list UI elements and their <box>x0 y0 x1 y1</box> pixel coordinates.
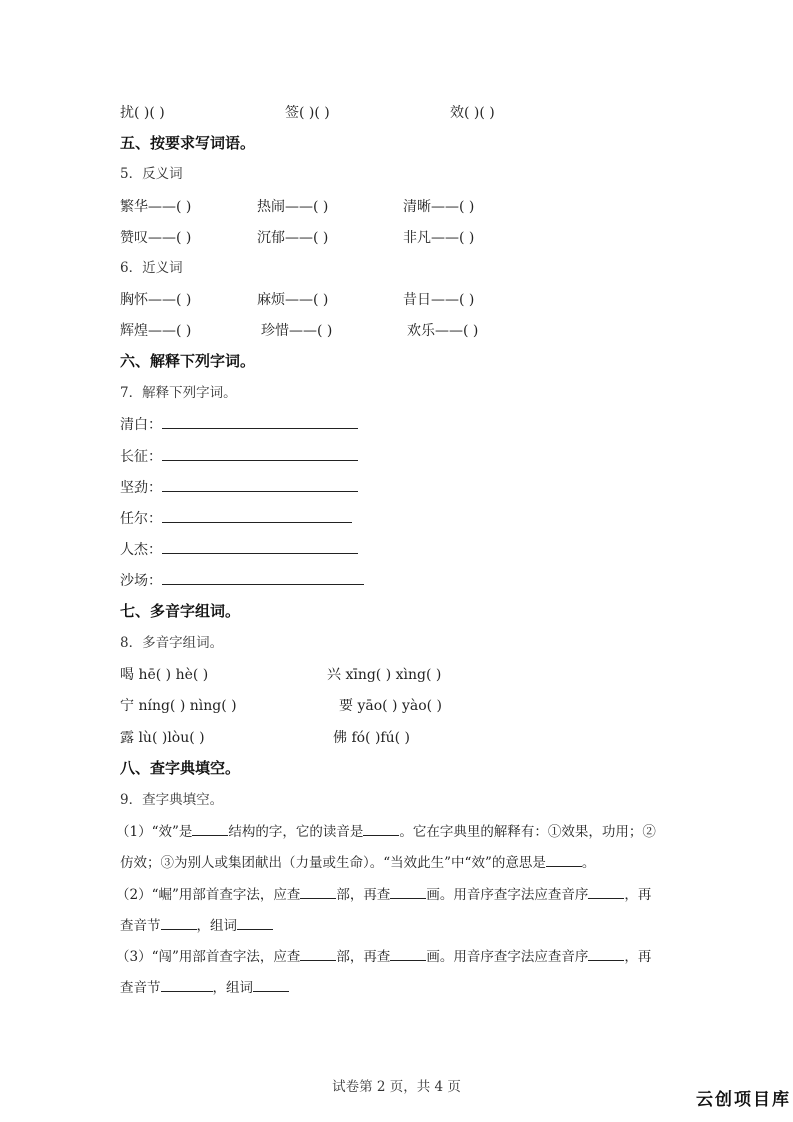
answer-blank[interactable] <box>192 821 228 836</box>
answer-blank[interactable] <box>390 884 426 899</box>
text-segment: （2）“崛”用部首查字法，应查 <box>116 887 301 903</box>
polyphone-row-top <box>120 102 720 122</box>
text-segment: 部，再查 <box>336 887 391 903</box>
text-segment: ，组词 <box>212 980 253 996</box>
section-heading-6: 六、解释下列字词。 <box>120 352 256 370</box>
answer-blank[interactable] <box>161 915 197 930</box>
term-label: 坚劲： <box>120 480 162 496</box>
synonym-row <box>120 289 720 309</box>
fill-item: 扰( )( ) <box>120 105 165 121</box>
question-6-label: 6．近义词 <box>120 260 183 276</box>
antonym-item: 非凡——( ) <box>403 230 475 246</box>
definition-line <box>120 570 364 591</box>
polyphone-item: 宁 níng( ) nìng( ) <box>120 698 237 714</box>
answer-blank[interactable] <box>162 570 364 585</box>
text-segment: 查音节 <box>120 980 161 996</box>
definition-line <box>120 414 358 435</box>
text-segment: 部，再查 <box>336 949 391 965</box>
question-7-label: 7．解释下列字词。 <box>120 385 237 401</box>
polyphone-row <box>120 727 720 747</box>
q9-part3-line1 <box>116 946 651 967</box>
polyphone-row <box>120 664 720 684</box>
text-segment: 结构的字，它的读音是 <box>228 824 364 840</box>
answer-blank[interactable] <box>390 946 426 961</box>
question-5-label: 5．反义词 <box>120 166 183 182</box>
synonym-item: 辉煌——( ) <box>120 323 192 339</box>
text-segment: ，组词 <box>196 918 237 934</box>
answer-blank[interactable] <box>162 477 358 492</box>
answer-blank[interactable] <box>162 508 352 523</box>
polyphone-item: 喝 hē( ) hè( ) <box>120 667 209 683</box>
antonym-item: 繁华——( ) <box>120 199 192 215</box>
text-segment: （3）“闯”用部首查字法，应查 <box>116 949 301 965</box>
polyphone-item: 佛 fó( )fú( ) <box>333 730 411 746</box>
answer-blank[interactable] <box>588 946 624 961</box>
answer-blank[interactable] <box>162 446 358 461</box>
antonym-item: 清晰——( ) <box>403 199 475 215</box>
synonym-item: 欢乐——( ) <box>407 323 479 339</box>
synonym-item: 麻烦——( ) <box>257 292 329 308</box>
antonym-item: 热闹——( ) <box>257 199 329 215</box>
synonym-item: 胸怀——( ) <box>120 292 192 308</box>
fill-item: 签( )( ) <box>285 105 330 121</box>
polyphone-item: 要 yāo( ) yào( ) <box>339 698 443 714</box>
answer-blank[interactable] <box>253 977 289 992</box>
polyphone-item: 兴 xīng( ) xìng( ) <box>327 667 442 683</box>
text-segment: 仿效；③为别人或集团献出（力量或生命）。“当效此生”中“效”的意思是 <box>120 855 546 871</box>
fill-item: 效( )( ) <box>450 105 495 121</box>
answer-blank[interactable] <box>237 915 273 930</box>
text-segment: （1）“效”是 <box>116 824 193 840</box>
polyphone-item: 露 lù( )lòu( ) <box>120 730 205 746</box>
antonym-item: 赞叹——( ) <box>120 230 192 246</box>
antonym-item: 沉郁——( ) <box>257 230 329 246</box>
term-label: 长征： <box>120 449 162 465</box>
text-segment: ，再 <box>624 949 652 965</box>
synonym-item: 昔日——( ) <box>403 292 475 308</box>
answer-blank[interactable] <box>363 821 399 836</box>
synonym-row <box>120 320 720 340</box>
antonym-row <box>120 227 720 247</box>
antonym-row <box>120 196 720 216</box>
definition-line <box>120 508 352 529</box>
answer-blank[interactable] <box>162 414 358 429</box>
term-label: 任尔： <box>120 511 162 527</box>
definition-line <box>120 446 358 467</box>
text-segment: 。 <box>581 855 596 871</box>
definition-line <box>120 539 358 560</box>
answer-blank[interactable] <box>162 539 358 554</box>
term-label: 沙场： <box>120 573 162 589</box>
answer-blank[interactable] <box>546 852 582 867</box>
polyphone-row <box>120 695 720 715</box>
q9-part1-line2 <box>120 852 595 873</box>
section-heading-5: 五、按要求写词语。 <box>120 134 256 152</box>
text-segment: ，再 <box>624 887 652 903</box>
text-segment: 画。用音序查字法应查音序 <box>426 887 589 903</box>
text-segment: 查音节 <box>120 918 161 934</box>
brand-watermark: 云创项目库 <box>696 1090 791 1110</box>
page-number: 试卷第 2 页，共 4 页 <box>332 1079 461 1095</box>
answer-blank[interactable] <box>300 884 336 899</box>
answer-blank[interactable] <box>588 884 624 899</box>
term-label: 人杰： <box>120 542 162 558</box>
section-heading-7: 七、多音字组词。 <box>120 602 241 620</box>
q9-part2-line2 <box>120 915 273 936</box>
q9-part1-line1 <box>116 821 656 842</box>
answer-blank[interactable] <box>161 977 213 992</box>
synonym-item: 珍惜——( ) <box>261 323 333 339</box>
text-segment: 。它在字典里的解释有：①效果，功用；② <box>399 824 656 840</box>
question-9-label: 9．查字典填空。 <box>120 792 224 808</box>
q9-part2-line1 <box>116 884 651 905</box>
text-segment: 画。用音序查字法应查音序 <box>426 949 589 965</box>
question-8-label: 8．多音字组词。 <box>120 635 224 651</box>
answer-blank[interactable] <box>300 946 336 961</box>
section-heading-8: 八、查字典填空。 <box>120 759 241 777</box>
definition-line <box>120 477 358 498</box>
term-label: 清白： <box>120 417 162 433</box>
q9-part3-line2 <box>120 977 289 998</box>
